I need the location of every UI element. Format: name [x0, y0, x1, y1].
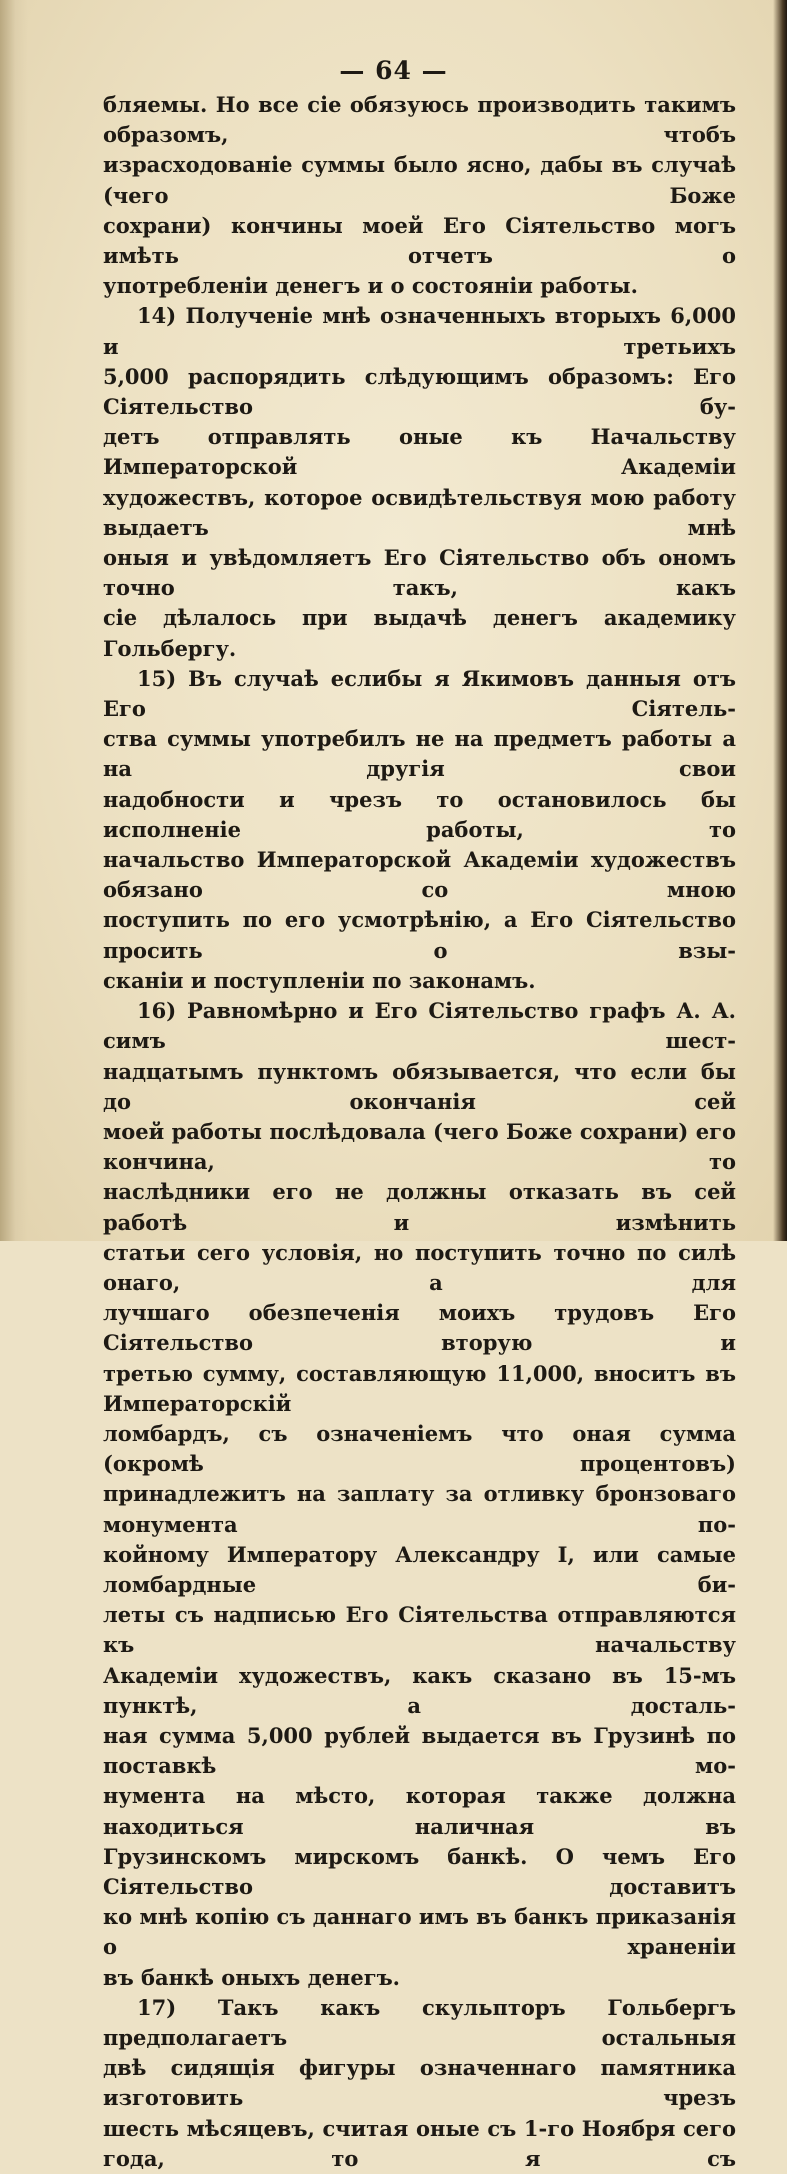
text-line: поступить по его усмотрѣнію, а Его Сіятельство просить о взы-	[103, 907, 736, 963]
text-line: статьи сего условія, но поступить точно по силѣ онаго, а для	[103, 1239, 736, 1295]
text-line: ства суммы употребилъ не на предметъ работы а на другія свои	[103, 726, 736, 782]
text-line: леты съ надписью Его Сіятельства отправляются къ начальству	[103, 1602, 736, 1658]
text-line: художествъ, которое освидѣтельствуя мою работу выдаетъ мнѣ	[103, 484, 736, 540]
text-line: надобности и чрезъ то остановилось бы исполненіе работы, то	[103, 786, 736, 842]
text-line: наслѣдники его не должны отказать въ сей работѣ и измѣнить	[103, 1179, 736, 1235]
paragraph-start-14: 14) Полученіе мнѣ означенныхъ вторыхъ 6,000 и третьихъ	[103, 303, 736, 359]
text-line: сіе дѣлалось при выдачѣ денегъ академику Гольбергу.	[103, 605, 736, 661]
text-line: детъ отправлять оные къ Начальству Императорской Академіи	[103, 424, 736, 480]
text-line: двѣ сидящія фигуры означеннаго памятника изготовить чрезъ	[103, 2055, 736, 2111]
paragraph-start-16: 16) Равномѣрно и Его Сіятельство графъ А. А. симъ шест-	[103, 998, 736, 1054]
text-line: сохрани) кончины моей Его Сіятельство могъ имѣть отчетъ о	[103, 212, 736, 269]
text-line: Грузинскомъ мирскомъ банкѣ. О чемъ Его Сіятельство доставитъ	[103, 1843, 736, 1899]
text-line: моей работы послѣдовала (чего Боже сохрани) его кончина, то	[103, 1118, 736, 1175]
body-text	[103, 90, 736, 2174]
text-line: въ банкѣ оныхъ денегъ.	[103, 1964, 400, 1990]
text-line: употребленіи денегъ и о состояніи работы.	[103, 273, 638, 299]
text-line: начальство Императорской Академіи художествъ обязано со мною	[103, 847, 736, 903]
text-line: 5,000 распорядить слѣдующимъ образомъ: Его Сіятельство бу-	[103, 363, 736, 420]
text-line: нумента на мѣсто, которая также должна находиться наличная въ	[103, 1783, 736, 1839]
text-line: койному Императору Александру I, или самые ломбардные би-	[103, 1541, 736, 1597]
text-line: израсходованіе суммы было ясно, дабы въ случаѣ (чего Боже	[103, 152, 736, 208]
page-number: — 64 —	[339, 56, 448, 85]
text-line: надцатымъ пунктомъ обязывается, что если бы до окончанія сей	[103, 1058, 736, 1114]
text-line: Академіи художествъ, какъ сказано въ 15-мъ пунктѣ, а досталь-	[103, 1662, 736, 1718]
paragraph-start-15: 15) Въ случаѣ еслибы я Якимовъ данныя отъ Его Сіятель-	[103, 665, 736, 722]
text-line: третью сумму, составляющую 11,000, вноситъ въ Императорскій	[103, 1360, 736, 1416]
text-line: оныя и увѣдомляетъ Его Сіятельство объ ономъ точно такъ, какъ	[103, 545, 736, 601]
text-line: принадлежитъ на заплату за отливку бронзоваго монумента по-	[103, 1481, 736, 1537]
text-line: лучшаго обезпеченія моихъ трудовъ Его Сіятельство вторую и	[103, 1300, 736, 1356]
text-line: ко мнѣ копію съ даннаго имъ въ банкъ приказанія о храненіи	[103, 1904, 736, 1960]
text-line: ломбардъ, съ означеніемъ что оная сумма (окромѣ процентовъ)	[103, 1420, 736, 1477]
paragraph-start-17: 17) Такъ какъ скульпторъ Гольбергъ предполагаетъ остальныя	[103, 1994, 736, 2050]
text-line: сканіи и поступленіи по законамъ.	[103, 967, 536, 993]
text-line: ная сумма 5,000 рублей выдается въ Грузинѣ по поставкѣ мо-	[103, 1722, 736, 1779]
text-line: шесть мѣсяцевъ, считая оные съ 1-го Ноября сего года, то я съ	[103, 2115, 736, 2171]
text-line: бляемы. Но все сіе обязуюсь производить такимъ образомъ, чтобъ	[103, 92, 736, 148]
